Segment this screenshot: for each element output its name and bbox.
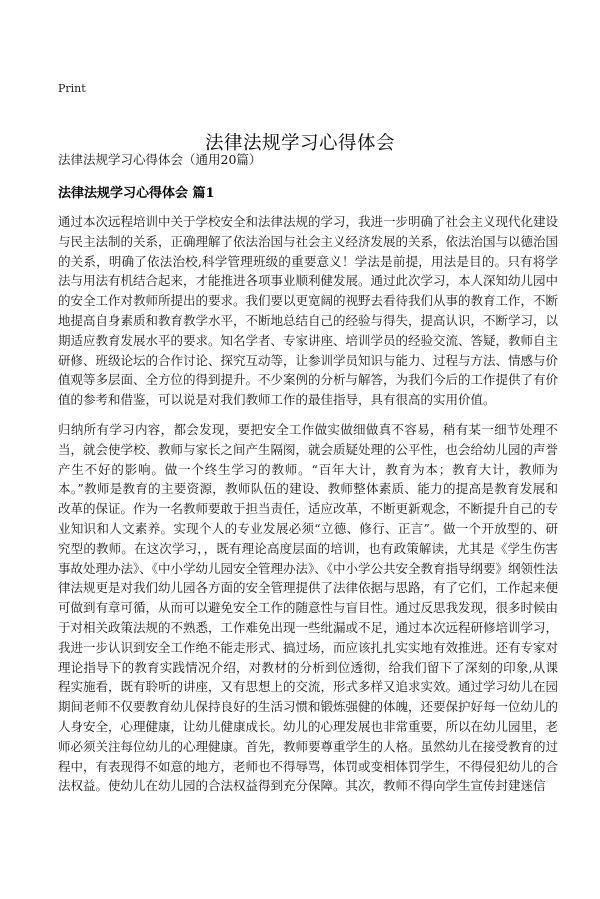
body-paragraph: 归纳所有学习内容，都会发现，要把安全工作做实做细做真不容易，稍有某一细节处理不当，就会使学校、教师与家长之间产生隔阂，就会质疑处理的公平性，也会给幼儿园的声誉产生不好的影响。做一个终生学习的教师。“百年大计，教育为本；教育大计，教师为本。”教师是教育的主要资源，教师队伍的建设、教师整体素质、能力的提高是教育发展和改革的保证。作为一名教师要敢于担当责任，适应改革，不断更新观念，不断提升自己的专业知识和人文素养。实现个人的专业发展必须“立德、修行、正言”。做一个开放型的、研究型的教师。在这次学习，，既有理论高度层面的培训，也有政策解读，尤其是《学生伤害事故处理办法》、《中小学幼儿园安全管理办法》、《中小学公共安全教育指导纲要》纲领性法律法规更是对我们幼儿园各方面的安全管理提供了法律依据与思路，有了它们，工作起来便可做到有章可循，从而可以避免安全工作的随意性与盲目性。通过反思我发现，很多时候由于对相关政策法规的不熟悉，工作难免出现一些纰漏或不足，通过本次远程研修培训学习，我进一步认识到安全工作绝不能走形式、搞过场，而应该扎扎实实地有效推进。还有专家对理论指导下的教育实践情况介绍，对教材的分析到位透彻，给我们留下了深刻的印象,从课程实施看，既有聆听的讲座，又有思想上的交流，形式多样又追求实效。通过学习幼儿在园期间老师不仅要教育幼儿保持良好的生活习惯和锻炼强健的体魄，还要保护好每一位幼儿的人身安全，心理健康，让幼儿健康成长。幼儿的心理发展也非常重要，所以在幼儿园里，老师必须关注每位幼儿的心理健康。首先，教师要尊重学生的人格。虽然幼儿在接受教育的过程中，有表现得不如意的地方，老师也不得辱骂，体罚或变相体罚学生，不得侵犯幼儿的合法权益。使幼儿在幼儿园的合法权益得到充分保障。其次，教师不得向学生宣传封建迷信 <box>58 421 559 794</box>
print-label: Print <box>58 82 86 95</box>
body-paragraph: 通过本次远程培训中关于学校安全和法律法规的学习，我进一步明确了社会主义现代化建设与民主法制的关系，正确理解了依法治国与社会主义经济发展的关系，依法治国与以德治国的关系，明确了依法治校,科学管理班级的重要意义！学法是前提，用法是目的。只有将学法与用法有机结合起来，才能推进各项事业顺利健发展。通过此次学习，本人深知幼儿园中的安全工作对教师所提出的要求。我们要以更宽阔的视野去看待我们从事的教育工作，不断地提高自身素质和教育教学水平，不断地总结自己的经验与得失，提高认识，不断学习，以期适应教育发展水平的要求。知名学者、专家讲座、培训学员的经验交流、答疑，教师自主研修、班级论坛的合作讨论、探究互动等，让参训学员知识与能力、过程与方法、情感与价值观等多层面、全方位的得到提升。不少案例的分析与解答，为我们今后的工作提供了有价值的参考和借鉴，可以说是对我们教师工作的最佳指导，具有很高的实用价值。 <box>58 214 559 408</box>
page-title: 法律法规学习心得体会 <box>204 133 395 155</box>
document-subtitle: 法律法规学习心得体会（通用20篇） <box>58 152 262 167</box>
section-heading: 法律法规学习心得体会 篇1 <box>58 186 215 201</box>
document-body <box>58 212 558 796</box>
